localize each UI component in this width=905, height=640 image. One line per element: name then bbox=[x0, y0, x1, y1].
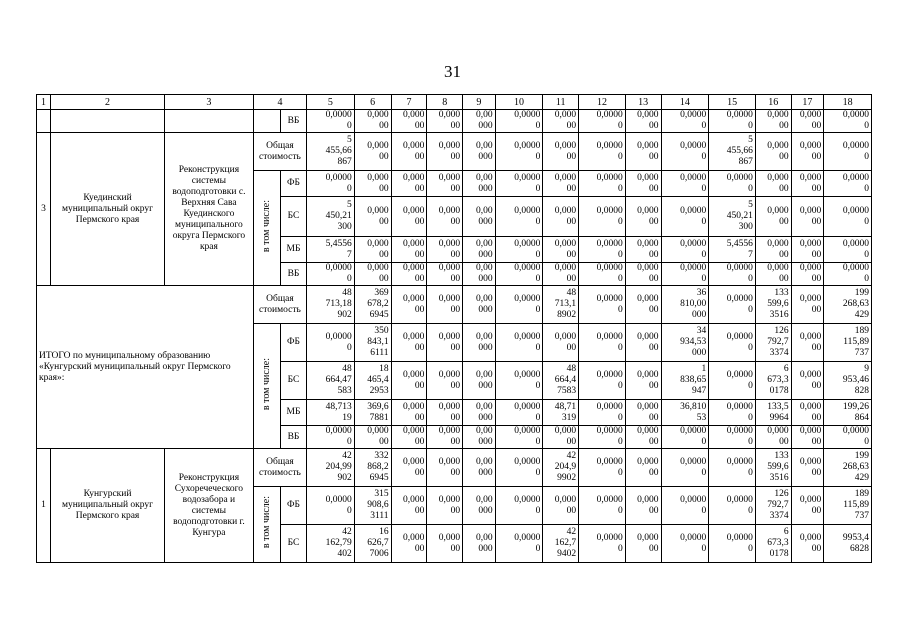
value-cell-col9: 0,00 000 bbox=[463, 525, 496, 563]
value-cell-col7: 0,000 00 bbox=[391, 449, 427, 487]
value-cell-col13: 0,000 00 bbox=[625, 133, 661, 171]
value-cell-col11: 48 713,1 8902 bbox=[543, 286, 579, 324]
table-row bbox=[37, 449, 872, 487]
value-cell-col10: 0,0000 0 bbox=[495, 110, 543, 133]
value-cell-col14: 0,0000 0 bbox=[661, 449, 709, 487]
value-cell-col7: 0,000 00 bbox=[391, 197, 427, 237]
value-cell-col10: 0,0000 0 bbox=[495, 263, 543, 286]
municipality-name: Кунгурский муниципальный округ Пермского края bbox=[51, 449, 165, 563]
value-cell-col14: 1 838,65 947 bbox=[661, 362, 709, 400]
value-cell-col7: 0,000 00 bbox=[391, 525, 427, 563]
value-cell-col10: 0,0000 0 bbox=[495, 449, 543, 487]
total-cost-label: Общая стоимость bbox=[253, 286, 306, 324]
in-total-label bbox=[253, 171, 280, 286]
value-cell-col7: 0,000 00 bbox=[391, 133, 427, 171]
table-row bbox=[37, 286, 872, 324]
value-cell-col15: 0,0000 0 bbox=[709, 487, 756, 525]
value-cell-col9: 0,00 000 bbox=[463, 110, 496, 133]
value-cell-col17: 0,000 00 bbox=[791, 362, 824, 400]
value-cell-col5: 0,0000 0 bbox=[307, 426, 355, 449]
value-cell-col5: 0,0000 0 bbox=[307, 110, 355, 133]
value-cell-col12: 0,0000 0 bbox=[579, 286, 626, 324]
header-col-18: 18 bbox=[824, 95, 872, 110]
value-cell-col11: 42 204,9 9902 bbox=[543, 449, 579, 487]
value-cell-col14: 0,0000 0 bbox=[661, 110, 709, 133]
value-cell-col17: 0,000 00 bbox=[791, 286, 824, 324]
value-cell-col8: 0,000 00 bbox=[427, 362, 463, 400]
value-cell-col18: 0,0000 0 bbox=[824, 237, 872, 263]
header-col-7: 7 bbox=[391, 95, 427, 110]
value-cell-col6: 369,6 7881 bbox=[354, 400, 391, 426]
value-cell-col12: 0,0000 0 bbox=[579, 237, 626, 263]
value-cell-col14: 34 934,53 000 bbox=[661, 324, 709, 362]
value-cell-col13: 0,000 00 bbox=[625, 263, 661, 286]
value-cell-col16: 0,000 00 bbox=[755, 171, 791, 197]
value-cell-col15: 0,0000 0 bbox=[709, 449, 756, 487]
value-cell-col12: 0,0000 0 bbox=[579, 324, 626, 362]
value-cell-col10: 0,0000 0 bbox=[495, 426, 543, 449]
value-cell-col11: 0,000 00 bbox=[543, 487, 579, 525]
header-col-11: 11 bbox=[543, 95, 579, 110]
value-cell-col8: 0,000 00 bbox=[427, 449, 463, 487]
value-cell-col13: 0,000 00 bbox=[625, 197, 661, 237]
value-cell-col12: 0,0000 0 bbox=[579, 426, 626, 449]
municipality-name: Куединский муниципальный округ Пермского края bbox=[51, 133, 165, 286]
value-cell-col5: 48,713 19 bbox=[307, 400, 355, 426]
project-name: Реконструкция Сухоречеческого водозабора и системы водоподготовки г. Кунгура bbox=[164, 449, 253, 563]
value-cell-col6: 369 678,2 6945 bbox=[354, 286, 391, 324]
value-cell-col5: 48 713,18 902 bbox=[307, 286, 355, 324]
blank-cell bbox=[37, 110, 51, 133]
value-cell-col10: 0,0000 0 bbox=[495, 487, 543, 525]
value-cell-col8: 0,000 00 bbox=[427, 426, 463, 449]
value-cell-col11: 0,000 00 bbox=[543, 197, 579, 237]
value-cell-col16: 126 792,7 3374 bbox=[755, 487, 791, 525]
value-cell-col17: 0,000 00 bbox=[791, 197, 824, 237]
in-total-text: в том числе: bbox=[260, 357, 272, 411]
value-cell-col17: 0,000 00 bbox=[791, 263, 824, 286]
value-cell-col16: 0,000 00 bbox=[755, 426, 791, 449]
value-cell-col9: 0,00 000 bbox=[463, 286, 496, 324]
value-cell-col8: 0,000 00 bbox=[427, 487, 463, 525]
value-cell-col5: 42 204,99 902 bbox=[307, 449, 355, 487]
value-cell-col15: 0,0000 0 bbox=[709, 525, 756, 563]
value-cell-col12: 0,0000 0 bbox=[579, 449, 626, 487]
header-col-10: 10 bbox=[495, 95, 543, 110]
value-cell-col12: 0,0000 0 bbox=[579, 263, 626, 286]
value-cell-col17: 0,000 00 bbox=[791, 237, 824, 263]
value-cell-col9: 0,00 000 bbox=[463, 237, 496, 263]
value-cell-col9: 0,00 000 bbox=[463, 197, 496, 237]
value-cell-col6: 0,000 00 bbox=[354, 263, 391, 286]
source-label: МБ bbox=[280, 237, 306, 263]
value-cell-col15: 0,0000 0 bbox=[709, 400, 756, 426]
value-cell-col8: 0,000 00 bbox=[427, 324, 463, 362]
value-cell-col13: 0,000 00 bbox=[625, 110, 661, 133]
value-cell-col18: 9 953,46 828 bbox=[824, 362, 872, 400]
value-cell-col7: 0,000 00 bbox=[391, 237, 427, 263]
value-cell-col12: 0,0000 0 bbox=[579, 110, 626, 133]
header-col-9: 9 bbox=[463, 95, 496, 110]
budget-table bbox=[36, 94, 872, 563]
value-cell-col16: 133 599,6 3516 bbox=[755, 449, 791, 487]
value-cell-col6: 16 626,7 7006 bbox=[354, 525, 391, 563]
header-col-6: 6 bbox=[354, 95, 391, 110]
source-label: ВБ bbox=[280, 263, 306, 286]
header-col-8: 8 bbox=[427, 95, 463, 110]
value-cell-col12: 0,0000 0 bbox=[579, 362, 626, 400]
value-cell-col11: 42 162,7 9402 bbox=[543, 525, 579, 563]
value-cell-col10: 0,0000 0 bbox=[495, 400, 543, 426]
in-total-text: в том числе: bbox=[260, 496, 272, 549]
page-number: 31 bbox=[444, 62, 461, 81]
value-cell-col13: 0,000 00 bbox=[625, 525, 661, 563]
value-cell-col8: 0,000 00 bbox=[427, 197, 463, 237]
value-cell-col5: 42 162,79 402 bbox=[307, 525, 355, 563]
row-number: 1 bbox=[37, 449, 51, 563]
subtotal-label: ИТОГО по муниципальному образованию «Кунгурский муниципальный округ Пермского края»: bbox=[37, 286, 254, 449]
value-cell-col8: 0,000 00 bbox=[427, 171, 463, 197]
header-col-12: 12 bbox=[579, 95, 626, 110]
value-cell-col6: 350 843,1 6111 bbox=[354, 324, 391, 362]
value-cell-col13: 0,000 00 bbox=[625, 487, 661, 525]
value-cell-col16: 133,5 9964 bbox=[755, 400, 791, 426]
value-cell-col15: 5,4556 7 bbox=[709, 237, 756, 263]
value-cell-col11: 0,000 00 bbox=[543, 263, 579, 286]
in-total-label bbox=[253, 487, 280, 563]
value-cell-col14: 0,0000 0 bbox=[661, 171, 709, 197]
value-cell-col9: 0,00 000 bbox=[463, 263, 496, 286]
value-cell-col8: 0,000 00 bbox=[427, 400, 463, 426]
value-cell-col17: 0,000 00 bbox=[791, 449, 824, 487]
header-col-4: 4 bbox=[253, 95, 306, 110]
value-cell-col15: 0,0000 0 bbox=[709, 171, 756, 197]
value-cell-col14: 36 810,00 000 bbox=[661, 286, 709, 324]
value-cell-col18: 0,0000 0 bbox=[824, 263, 872, 286]
value-cell-col8: 0,000 00 bbox=[427, 263, 463, 286]
source-label: БС bbox=[280, 525, 306, 563]
value-cell-col15: 0,0000 0 bbox=[709, 286, 756, 324]
header-col-2: 2 bbox=[51, 95, 165, 110]
value-cell-col7: 0,000 00 bbox=[391, 110, 427, 133]
blank-cell bbox=[164, 110, 253, 133]
header-col-3: 3 bbox=[164, 95, 253, 110]
header-col-13: 13 bbox=[625, 95, 661, 110]
source-label: МБ bbox=[280, 400, 306, 426]
value-cell-col16: 126 792,7 3374 bbox=[755, 324, 791, 362]
value-cell-col8: 0,000 00 bbox=[427, 133, 463, 171]
table-row bbox=[37, 110, 872, 133]
source-label: БС bbox=[280, 362, 306, 400]
value-cell-col11: 48 664,4 7583 bbox=[543, 362, 579, 400]
value-cell-col6: 18 465,4 2953 bbox=[354, 362, 391, 400]
value-cell-col8: 0,000 00 bbox=[427, 110, 463, 133]
value-cell-col14: 0,0000 0 bbox=[661, 197, 709, 237]
value-cell-col11: 48,71 319 bbox=[543, 400, 579, 426]
value-cell-col17: 0,000 00 bbox=[791, 426, 824, 449]
value-cell-col16: 0,000 00 bbox=[755, 110, 791, 133]
value-cell-col9: 0,00 000 bbox=[463, 426, 496, 449]
value-cell-col14: 36,810 53 bbox=[661, 400, 709, 426]
value-cell-col7: 0,000 00 bbox=[391, 487, 427, 525]
value-cell-col13: 0,000 00 bbox=[625, 426, 661, 449]
value-cell-col5: 5 450,21 300 bbox=[307, 197, 355, 237]
value-cell-col13: 0,000 00 bbox=[625, 362, 661, 400]
value-cell-col6: 0,000 00 bbox=[354, 110, 391, 133]
value-cell-col18: 199,26 864 bbox=[824, 400, 872, 426]
value-cell-col7: 0,000 00 bbox=[391, 362, 427, 400]
value-cell-col11: 0,000 00 bbox=[543, 237, 579, 263]
source-label: ВБ bbox=[280, 426, 306, 449]
value-cell-col16: 0,000 00 bbox=[755, 197, 791, 237]
value-cell-col17: 0,000 00 bbox=[791, 324, 824, 362]
value-cell-col10: 0,0000 0 bbox=[495, 171, 543, 197]
value-cell-col9: 0,00 000 bbox=[463, 362, 496, 400]
value-cell-col6: 315 908,6 3111 bbox=[354, 487, 391, 525]
value-cell-col7: 0,000 00 bbox=[391, 263, 427, 286]
value-cell-col5: 5,4556 7 bbox=[307, 237, 355, 263]
value-cell-col8: 0,000 00 bbox=[427, 525, 463, 563]
value-cell-col6: 0,000 00 bbox=[354, 237, 391, 263]
value-cell-col10: 0,0000 0 bbox=[495, 237, 543, 263]
value-cell-col7: 0,000 00 bbox=[391, 171, 427, 197]
value-cell-col15: 5 450,21 300 bbox=[709, 197, 756, 237]
row-number: 3 bbox=[37, 133, 51, 286]
value-cell-col10: 0,0000 0 bbox=[495, 286, 543, 324]
value-cell-col12: 0,0000 0 bbox=[579, 133, 626, 171]
value-cell-col5: 0,0000 0 bbox=[307, 263, 355, 286]
value-cell-col10: 0,0000 0 bbox=[495, 197, 543, 237]
value-cell-col14: 0,0000 0 bbox=[661, 525, 709, 563]
value-cell-col5: 0,0000 0 bbox=[307, 324, 355, 362]
value-cell-col17: 0,000 00 bbox=[791, 400, 824, 426]
value-cell-col12: 0,0000 0 bbox=[579, 400, 626, 426]
value-cell-col16: 0,000 00 bbox=[755, 133, 791, 171]
value-cell-col9: 0,00 000 bbox=[463, 171, 496, 197]
value-cell-col7: 0,000 00 bbox=[391, 286, 427, 324]
value-cell-col9: 0,00 000 bbox=[463, 133, 496, 171]
value-cell-col9: 0,00 000 bbox=[463, 487, 496, 525]
value-cell-col13: 0,000 00 bbox=[625, 286, 661, 324]
header-col-15: 15 bbox=[709, 95, 756, 110]
value-cell-col14: 0,0000 0 bbox=[661, 133, 709, 171]
value-cell-col10: 0,0000 0 bbox=[495, 525, 543, 563]
value-cell-col18: 9953,4 6828 bbox=[824, 525, 872, 563]
header-col-5: 5 bbox=[307, 95, 355, 110]
value-cell-col9: 0,00 000 bbox=[463, 400, 496, 426]
value-cell-col17: 0,000 00 bbox=[791, 110, 824, 133]
value-cell-col14: 0,0000 0 bbox=[661, 263, 709, 286]
value-cell-col18: 0,0000 0 bbox=[824, 197, 872, 237]
value-cell-col16: 0,000 00 bbox=[755, 237, 791, 263]
value-cell-col6: 0,000 00 bbox=[354, 426, 391, 449]
value-cell-col17: 0,000 00 bbox=[791, 525, 824, 563]
total-cost-label: Общая стоимость bbox=[253, 449, 306, 487]
value-cell-col11: 0,000 00 bbox=[543, 133, 579, 171]
value-cell-col5: 48 664,47 583 bbox=[307, 362, 355, 400]
value-cell-col16: 6 673,3 0178 bbox=[755, 525, 791, 563]
value-cell-col17: 0,000 00 bbox=[791, 487, 824, 525]
source-label: ФБ bbox=[280, 171, 306, 197]
value-cell-col11: 0,000 00 bbox=[543, 426, 579, 449]
value-cell-col15: 0,0000 0 bbox=[709, 426, 756, 449]
header-col-14: 14 bbox=[661, 95, 709, 110]
value-cell-col15: 0,0000 0 bbox=[709, 324, 756, 362]
in-total-label bbox=[253, 324, 280, 449]
value-cell-col13: 0,000 00 bbox=[625, 400, 661, 426]
value-cell-col18: 189 115,89 737 bbox=[824, 324, 872, 362]
project-name: Реконструкция системы водоподготовки с. Верхняя Сава Куединского муниципального округа Пермского края bbox=[164, 133, 253, 286]
value-cell-col6: 0,000 00 bbox=[354, 133, 391, 171]
value-cell-col17: 0,000 00 bbox=[791, 171, 824, 197]
value-cell-col11: 0,000 00 bbox=[543, 110, 579, 133]
header-row bbox=[37, 95, 872, 110]
value-cell-col15: 0,0000 0 bbox=[709, 263, 756, 286]
value-cell-col16: 133 599,6 3516 bbox=[755, 286, 791, 324]
value-cell-col10: 0,0000 0 bbox=[495, 362, 543, 400]
value-cell-col11: 0,000 00 bbox=[543, 324, 579, 362]
value-cell-col16: 0,000 00 bbox=[755, 263, 791, 286]
source-label: ФБ bbox=[280, 487, 306, 525]
source-label: ВБ bbox=[280, 110, 306, 133]
value-cell-col16: 6 673,3 0178 bbox=[755, 362, 791, 400]
value-cell-col14: 0,0000 0 bbox=[661, 237, 709, 263]
value-cell-col13: 0,000 00 bbox=[625, 324, 661, 362]
value-cell-col14: 0,0000 0 bbox=[661, 426, 709, 449]
value-cell-col7: 0,000 00 bbox=[391, 400, 427, 426]
source-label: ФБ bbox=[280, 324, 306, 362]
value-cell-col9: 0,00 000 bbox=[463, 449, 496, 487]
value-cell-col8: 0,000 00 bbox=[427, 286, 463, 324]
value-cell-col17: 0,000 00 bbox=[791, 133, 824, 171]
in-total-text: в том числе: bbox=[260, 199, 272, 253]
value-cell-col15: 0,0000 0 bbox=[709, 362, 756, 400]
value-cell-col9: 0,00 000 bbox=[463, 324, 496, 362]
value-cell-col13: 0,000 00 bbox=[625, 237, 661, 263]
value-cell-col13: 0,000 00 bbox=[625, 171, 661, 197]
header-col-17: 17 bbox=[791, 95, 824, 110]
value-cell-col15: 0,0000 0 bbox=[709, 110, 756, 133]
value-cell-col7: 0,000 00 bbox=[391, 426, 427, 449]
value-cell-col6: 332 868,2 6945 bbox=[354, 449, 391, 487]
value-cell-col10: 0,0000 0 bbox=[495, 324, 543, 362]
blank-cell bbox=[253, 110, 280, 133]
value-cell-col18: 0,0000 0 bbox=[824, 133, 872, 171]
total-cost-label: Общая стоимость bbox=[253, 133, 306, 171]
header-col-1: 1 bbox=[37, 95, 51, 110]
value-cell-col10: 0,0000 0 bbox=[495, 133, 543, 171]
value-cell-col13: 0,000 00 bbox=[625, 449, 661, 487]
value-cell-col5: 5 455,66 867 bbox=[307, 133, 355, 171]
value-cell-col6: 0,000 00 bbox=[354, 197, 391, 237]
value-cell-col12: 0,0000 0 bbox=[579, 197, 626, 237]
blank-cell bbox=[51, 110, 165, 133]
value-cell-col14: 0,0000 0 bbox=[661, 487, 709, 525]
value-cell-col12: 0,0000 0 bbox=[579, 487, 626, 525]
value-cell-col18: 0,0000 0 bbox=[824, 110, 872, 133]
value-cell-col18: 0,0000 0 bbox=[824, 426, 872, 449]
value-cell-col11: 0,000 00 bbox=[543, 171, 579, 197]
value-cell-col18: 189 115,89 737 bbox=[824, 487, 872, 525]
value-cell-col12: 0,0000 0 bbox=[579, 525, 626, 563]
value-cell-col15: 5 455,66 867 bbox=[709, 133, 756, 171]
source-label: БС bbox=[280, 197, 306, 237]
value-cell-col6: 0,000 00 bbox=[354, 171, 391, 197]
value-cell-col18: 199 268,63 429 bbox=[824, 449, 872, 487]
value-cell-col8: 0,000 00 bbox=[427, 237, 463, 263]
value-cell-col18: 199 268,63 429 bbox=[824, 286, 872, 324]
value-cell-col18: 0,0000 0 bbox=[824, 171, 872, 197]
header-col-16: 16 bbox=[755, 95, 791, 110]
value-cell-col12: 0,0000 0 bbox=[579, 171, 626, 197]
value-cell-col5: 0,0000 0 bbox=[307, 487, 355, 525]
table-row bbox=[37, 133, 872, 171]
value-cell-col7: 0,000 00 bbox=[391, 324, 427, 362]
value-cell-col5: 0,0000 0 bbox=[307, 171, 355, 197]
